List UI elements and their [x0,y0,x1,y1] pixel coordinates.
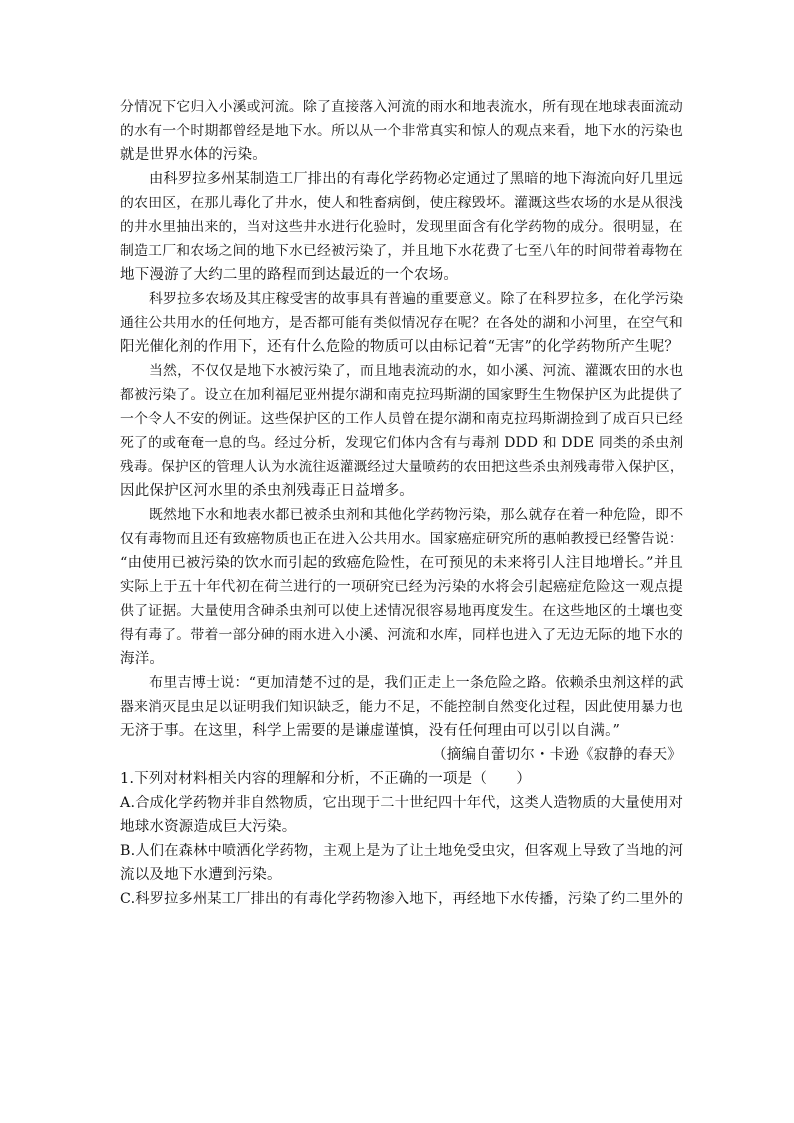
passage-line: 器来消灭昆虫足以证明我们知识缺乏，能力不足，不能控制自然变化过程，因此使用暴力也 [120,699,684,715]
question-option-line: B.人们在森林中喷洒化学药物，主观上是为了让土地免受虫灾，但客观上导致了当地的河 [120,843,684,859]
reading-passage [120,95,686,743]
passage-line: 一个令人不安的例证。这些保护区的工作人员曾在提尔湖和南克拉玛斯湖捡到了成百只已经 [120,411,684,427]
passage-line: 分情况下它归入小溪或河流。除了直接落入河流的雨水和地表流水，所有现在地球表面流动 [120,99,684,115]
passage-line: 布里吉博士说：“更加清楚不过的是，我们正走上一条危险之路。依赖杀虫剂这样的武 [149,675,684,691]
question-stem: 1.下列对材料相关内容的理解和分析，不正确的一项是（ ） [120,771,532,787]
passage-line: 的井水里抽出来的，当对这些井水进行化验时，发现里面含有化学药物的成分。很明显，在 [120,219,684,235]
passage-line: 制造工厂和农场之间的地下水已经被污染了，并且地下水花费了七至八年的时间带着毒物在 [120,243,684,259]
passage-line: 通往公共用水的任何地方，是否都可能有类似情况存在呢？在各处的湖和小河里，在空气和 [120,315,684,331]
passage-line: 得有毒了。带着一部分砷的雨水进入小溪、河流和水库，同样也进入了无边无际的地下水的 [120,627,684,643]
passage-line: 科罗拉多农场及其庄稼受害的故事具有普遍的重要意义。除了在科罗拉多，在化学污染 [149,291,684,307]
passage-line: 都被污染了。设立在加利福尼亚州提尔湖和南克拉玛斯湖的国家野生生物保护区为此提供了 [120,387,684,403]
passage-line: 供了证据。大量使用含砷杀虫剂可以使上述情况很容易地再度发生。在这些地区的土壤也变 [120,603,684,619]
question-option-line: A.合成化学药物并非自然物质，它出现于二十世纪四十年代，这类人造物质的大量使用对 [120,795,684,811]
passage-line: 实际上于五十年代初在荷兰进行的一项研究已经为污染的水将会引起癌症危险这一观点提 [120,579,683,595]
passage-line: 残毒。保护区的管理人认为水流往返灌溉经过大量喷药的农田把这些杀虫剂残毒带入保护区， [120,459,684,475]
passage-line: 因此保护区河水里的杀虫剂残毒正日益增多。 [120,483,414,499]
passage-line: “由使用已被污染的饮水而引起的致癌危险性，在可预见的未来将引人注目地增长。”并且 [120,555,683,571]
passage-line: 的水有一个时期都曾经是地下水。所以从一个非常真实和惊人的观点来看，地下水的污染也 [120,123,684,139]
passage-line: 当然，不仅仅是地下水被污染了，而且地表流动的水，如小溪、河流、灌溉农田的水也 [149,363,684,379]
passage-line: 地下漫游了大约二里的路程而到达最近的一个农场。 [120,267,459,283]
document-content [120,95,686,911]
passage-line: 仅有毒物而且还有致癌物质也正在进入公共用水。国家癌症研究所的惠帕教授已经警告说： [120,531,684,547]
passage-line: 阳光催化剂的作用下，还有什么危险的物质可以由标记着“无害”的化学药物所产生呢？ [120,339,680,355]
question-option-line: 流以及地下水遭到污染。 [120,867,282,883]
passage-line: 无济于事。在这里，科学上需要的是谦虚谨慎，没有任何理由可以引以自满。” [120,723,621,739]
passage-line: 海洋。 [120,651,165,667]
source-citation: （摘编自蕾切尔・卡逊《寂静的春天》 [432,747,682,763]
passage-line: 死了的或奄奄一息的鸟。经过分析，发现它们体内含有与毒剂 DDD 和 DDE 同类的杀虫剂 [120,435,684,451]
question-block [120,767,686,911]
question-option-line: 地球水资源造成巨大污染。 [120,819,297,835]
question-option-line: C.科罗拉多州某工厂排出的有毒化学药物渗入地下，再经地下水传播，污染了约二里外的 [120,891,684,907]
passage-line: 由科罗拉多州某制造工厂排出的有毒化学药物必定通过了黑暗的地下海流向好几里远 [149,171,684,187]
passage-line: 的农田区，在那儿毒化了井水，使人和牲畜病倒，使庄稼毁坏。灌溉这些农场的水是从很浅 [120,195,684,211]
passage-line: 既然地下水和地表水都已被杀虫剂和其他化学药物污染，那么就存在着一种危险，即不 [149,507,684,523]
passage-line: 就是世界水体的污染。 [120,147,267,163]
